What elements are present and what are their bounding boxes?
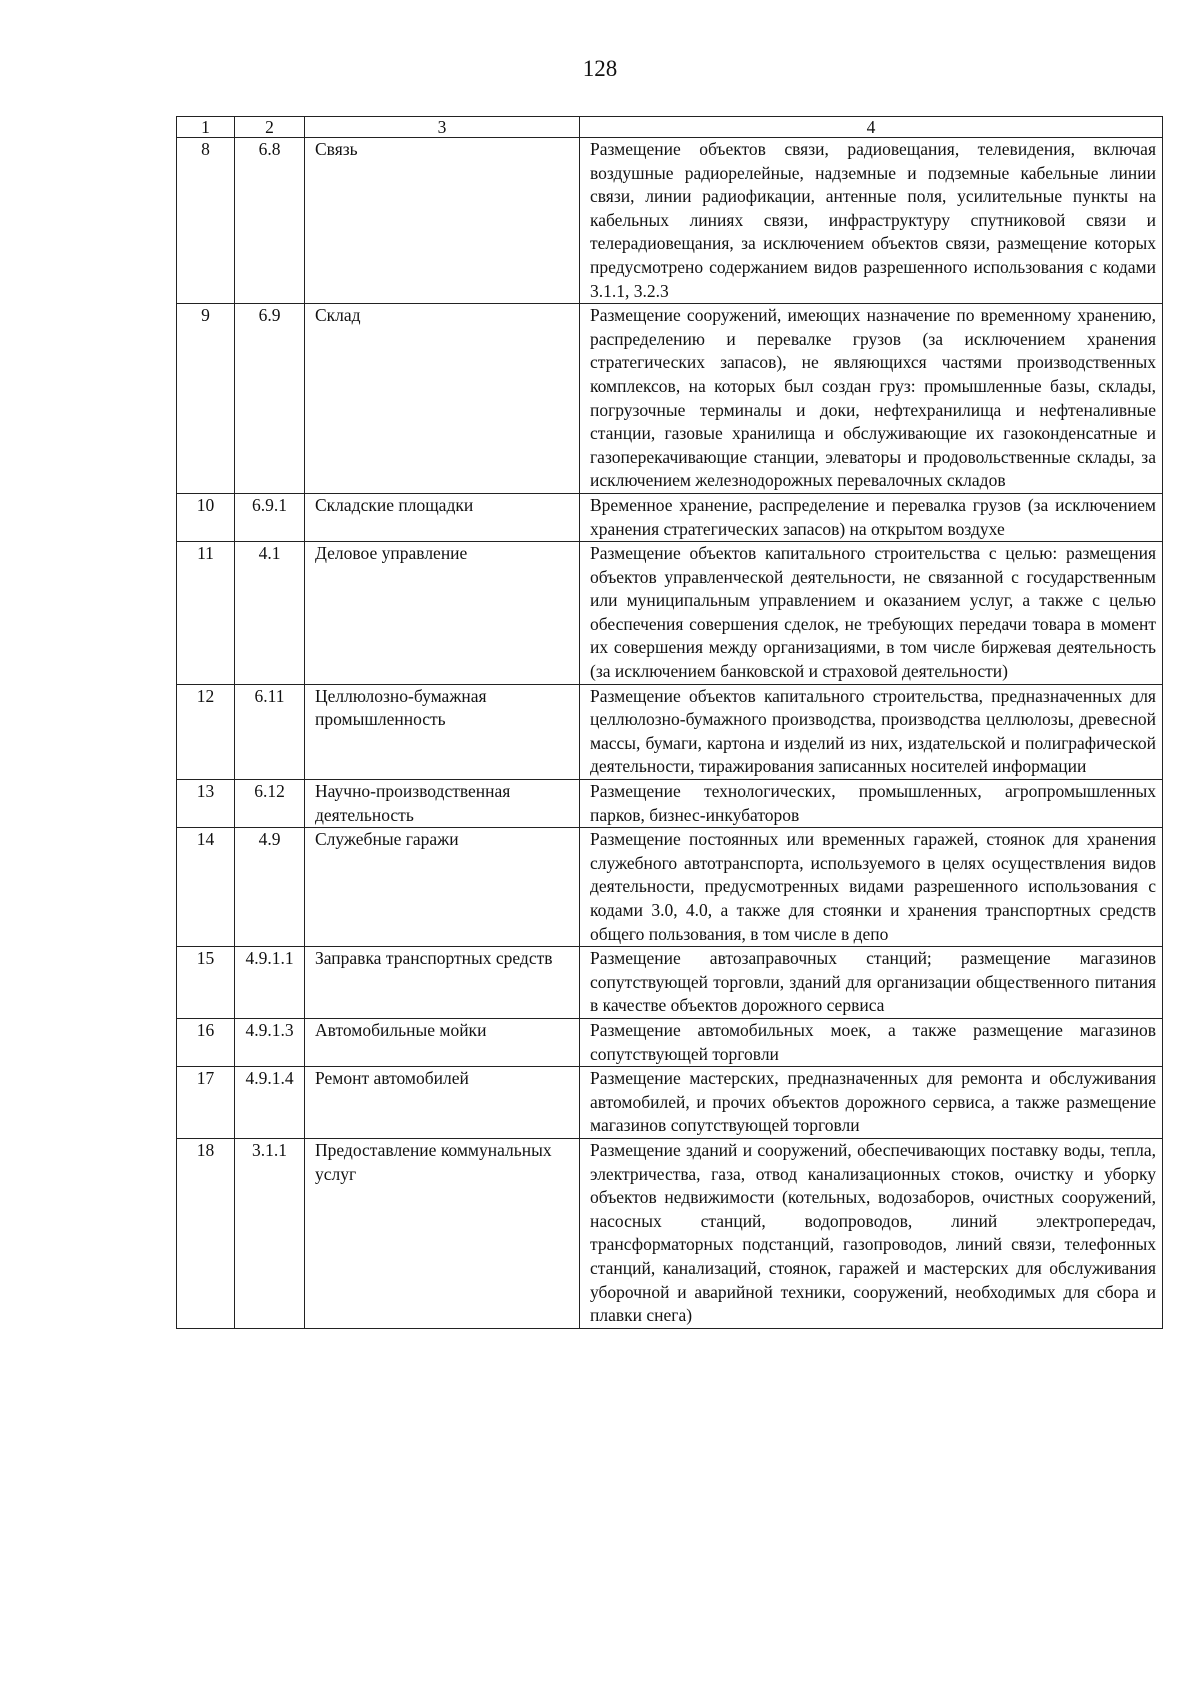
use-code: 4.9.1.3 xyxy=(235,1018,305,1066)
header-col-1: 1 xyxy=(177,117,235,138)
table-row xyxy=(177,138,1163,304)
use-code: 4.9 xyxy=(235,828,305,947)
use-code: 6.8 xyxy=(235,138,305,304)
row-number: 13 xyxy=(177,780,235,828)
page-number: 128 xyxy=(582,56,618,81)
row-number: 8 xyxy=(177,138,235,304)
use-code: 6.9 xyxy=(235,304,305,494)
use-name: Складские площадки xyxy=(305,493,580,541)
use-name: Целлюлозно-бумажная промышленность xyxy=(305,684,580,779)
use-name: Научно-производственная деятельность xyxy=(305,780,580,828)
use-code: 4.9.1.1 xyxy=(235,947,305,1019)
table-row xyxy=(177,947,1163,1019)
header-col-4: 4 xyxy=(580,117,1163,138)
use-description: Размещение объектов капитального строительства с целью: размещения объектов управленческой деятельности, не связанной с государственным или муниципальным управлением и оказанием услуг, а также с целью обеспечения совершения сделок, не требующих передачи товара в момент их совершения между организациями, в том числе биржевая деятельность (за исключением банковской и страховой деятельности) xyxy=(580,542,1163,685)
use-name: Предоставление коммунальных услуг xyxy=(305,1138,580,1328)
table-row xyxy=(177,684,1163,779)
use-name: Служебные гаражи xyxy=(305,828,580,947)
table-row xyxy=(177,1018,1163,1066)
use-code: 6.9.1 xyxy=(235,493,305,541)
use-description: Размещение мастерских, предназначенных для ремонта и обслуживания автомобилей, и прочих объектов дорожного сервиса, а также размещение магазинов сопутствующей торговли xyxy=(580,1067,1163,1139)
use-code: 3.1.1 xyxy=(235,1138,305,1328)
header-col-3: 3 xyxy=(305,117,580,138)
use-description: Временное хранение, распределение и перевалка грузов (за исключением хранения стратегических запасов) на открытом воздухе xyxy=(580,493,1163,541)
use-description: Размещение технологических, промышленных, агропромышленных парков, бизнес-инкубаторов xyxy=(580,780,1163,828)
use-code: 6.12 xyxy=(235,780,305,828)
table-row xyxy=(177,304,1163,494)
use-name: Связь xyxy=(305,138,580,304)
use-name: Ремонт автомобилей xyxy=(305,1067,580,1139)
table-header-row xyxy=(177,117,1163,138)
use-description: Размещение объектов связи, радиовещания, телевидения, включая воздушные радиорелейные, надземные и подземные кабельные линии связи, линии радиофикации, антенные поля, усилительные пункты на кабельных линиях связи, инфраструктуру спутниковой связи и телерадиовещания, за исключением объектов связи, размещение которых предусмотрено содержанием видов разрешенного использования с кодами 3.1.1, 3.2.3 xyxy=(580,138,1163,304)
use-description: Размещение объектов капитального строительства, предназначенных для целлюлозно-бумажного производства, производства целлюлозы, древесной массы, бумаги, картона и изделий из них, издательской и полиграфической деятельности, тиражирования записанных носителей информации xyxy=(580,684,1163,779)
use-description: Размещение автозаправочных станций; размещение магазинов сопутствующей торговли, зданий для организации общественного питания в качестве объектов дорожного сервиса xyxy=(580,947,1163,1019)
table-row xyxy=(177,780,1163,828)
use-description: Размещение зданий и сооружений, обеспечивающих поставку воды, тепла, электричества, газа, отвод канализационных стоков, очистку и уборку объектов недвижимости (котельных, водозаборов, очистных сооружений, насосных станций, водопроводов, линий электропередач, трансформаторных подстанций, газопроводов, линий связи, телефонных станций, канализаций, стоянок, гаражей и мастерских для обслуживания уборочной и аварийной техники, сооружений, необходимых для сбора и плавки снега) xyxy=(580,1138,1163,1328)
use-name: Деловое управление xyxy=(305,542,580,685)
row-number: 17 xyxy=(177,1067,235,1139)
row-number: 15 xyxy=(177,947,235,1019)
use-code: 6.11 xyxy=(235,684,305,779)
use-name: Склад xyxy=(305,304,580,494)
use-code: 4.1 xyxy=(235,542,305,685)
row-number: 9 xyxy=(177,304,235,494)
use-description: Размещение автомобильных моек, а также размещение магазинов сопутствующей торговли xyxy=(580,1018,1163,1066)
row-number: 14 xyxy=(177,828,235,947)
row-number: 18 xyxy=(177,1138,235,1328)
row-number: 12 xyxy=(177,684,235,779)
use-code: 4.9.1.4 xyxy=(235,1067,305,1139)
table-row xyxy=(177,493,1163,541)
use-description: Размещение постоянных или временных гаражей, стоянок для хранения служебного автотранспорта, используемого в целях осуществления видов деятельности, предусмотренных видами разрешенного использования с кодами 3.0, 4.0, а также для стоянки и хранения транспортных средств общего пользования, в том числе в депо xyxy=(580,828,1163,947)
table-row xyxy=(177,828,1163,947)
use-description: Размещение сооружений, имеющих назначение по временному хранению, распределению и перевалке грузов (за исключением хранения стратегических запасов), не являющихся частями производственных комплексов, на которых был создан груз: промышленные базы, склады, погрузочные терминалы и доки, нефтехранилища и нефтеналивные станции, газовые хранилища и обслуживающие их газоконденсатные и газоперекачивающие станции, элеваторы и продовольственные склады, за исключением железнодорожных перевалочных складов xyxy=(580,304,1163,494)
land-use-table xyxy=(176,116,1163,1329)
use-name: Заправка транспортных средств xyxy=(305,947,580,1019)
table-row xyxy=(177,1138,1163,1328)
row-number: 16 xyxy=(177,1018,235,1066)
row-number: 11 xyxy=(177,542,235,685)
header-col-2: 2 xyxy=(235,117,305,138)
row-number: 10 xyxy=(177,493,235,541)
table-row xyxy=(177,542,1163,685)
use-name: Автомобильные мойки xyxy=(305,1018,580,1066)
table-row xyxy=(177,1067,1163,1139)
